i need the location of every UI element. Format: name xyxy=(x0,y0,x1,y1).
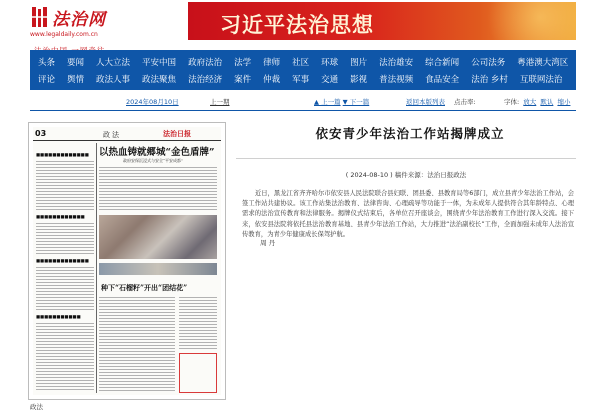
paper-left-headline: ■■■■■■■■■■■■■ xyxy=(36,153,89,158)
nav-item[interactable]: 评论 xyxy=(38,74,56,85)
footer-section-label: 政法 xyxy=(30,403,43,411)
paper-text-block xyxy=(36,161,94,211)
logo-emblem-icon xyxy=(30,5,50,29)
nav-item[interactable]: 法治 乡村 xyxy=(471,74,508,85)
paper-page-number: 03 xyxy=(35,129,47,138)
nav-item[interactable]: 政法人事 xyxy=(96,74,131,85)
paper-text-block xyxy=(99,167,217,211)
nav-item[interactable]: 公司法务 xyxy=(471,57,506,68)
next-article-link[interactable]: ▼ 下一篇 xyxy=(342,98,370,106)
issue-date-link[interactable]: 2024年08月10日 xyxy=(126,98,179,106)
article-nav xyxy=(314,97,369,106)
nav-item[interactable]: 粤港澳大湾区 xyxy=(517,57,569,68)
article-body: 近日，黑龙江省齐齐哈尔市依安县人民法院联合县妇联、团县委、县教育局等6部门，成立县青少年法治工作站，会签工作站共建协议。该工作站集法治教育、法律咨询、心理疏导等功能于一体，为未成年人提供符合其年龄特点、心理需求的法治宣传教育和法律服务。揭牌仪式结束后，各单位召开座谈会，围绕青少年法治教育工作进行深入交流。接下来，依安县法院将依托县法治教育基地、县青少年法治工作站，大力推进“法治副校长”工作，全面加强未成年人法治宣传教育，为青少年健康成长保驾护航。 xyxy=(242,190,574,238)
nav-item[interactable]: 平安中国 xyxy=(142,57,177,68)
paper-news-photo xyxy=(99,263,217,275)
font-enlarge-link[interactable]: 放大 xyxy=(523,98,537,106)
main-nav xyxy=(30,50,576,90)
nav-item[interactable]: 影视 xyxy=(350,74,368,85)
article-author: 周 丹 xyxy=(260,239,276,247)
banner-decoration xyxy=(456,2,576,40)
nav-row-1 xyxy=(38,53,570,70)
banner-slogan: 习近平法治思想 xyxy=(220,12,374,37)
site-url: www.legaldaily.com.cn xyxy=(30,31,98,38)
nav-item[interactable]: 案件 xyxy=(234,74,252,85)
nav-item[interactable]: 法治经济 xyxy=(188,74,223,85)
paper-column-rule xyxy=(96,143,97,393)
paper-left-headline: ■■■■■■■■■■■ xyxy=(36,315,81,320)
nav-item[interactable]: 普法视频 xyxy=(379,74,414,85)
nav-item[interactable]: 食品安全 xyxy=(425,74,460,85)
nav-item[interactable]: 军事 xyxy=(292,74,310,85)
paper-left-headline: ■■■■■■■■■■■■ xyxy=(36,215,85,220)
nav-item[interactable]: 社区 xyxy=(292,57,310,68)
nav-item[interactable]: 法学 xyxy=(234,57,252,68)
font-size-label: 字体: xyxy=(504,98,520,106)
top-banner[interactable] xyxy=(188,2,576,40)
paper-main-headline: 以热血铸就郷城“金色盾牌” xyxy=(99,147,215,158)
site-header xyxy=(0,0,600,50)
nav-item[interactable]: 仲裁 xyxy=(263,74,281,85)
issue-toolbar xyxy=(30,95,576,109)
site-logo[interactable] xyxy=(30,5,106,41)
article-title: 依安青少年法治工作站揭牌成立 xyxy=(315,126,505,141)
paper-news-photo xyxy=(99,215,217,259)
paper-text-block xyxy=(179,297,217,349)
nav-item[interactable]: 政法聚焦 xyxy=(142,74,177,85)
nav-row-2 xyxy=(38,70,570,87)
paper-masthead xyxy=(33,129,221,141)
paper-text-block xyxy=(36,223,94,255)
font-size-controls xyxy=(502,97,570,106)
article-meta: ( 2024-08-10 ) 稿件来源：法治日报政法 xyxy=(345,171,467,179)
nav-item[interactable]: 综合新闻 xyxy=(425,57,460,68)
nav-item[interactable]: 环球 xyxy=(321,57,339,68)
back-to-list-link[interactable]: 返回本版列表 xyxy=(406,98,445,106)
nav-item[interactable]: 图片 xyxy=(350,57,368,68)
nav-item[interactable]: 政府法治 xyxy=(188,57,223,68)
hits-label: 点击率: xyxy=(454,98,476,106)
font-shrink-link[interactable]: 缩小 xyxy=(557,98,571,106)
nav-item[interactable]: 律师 xyxy=(263,57,281,68)
paper-article-highlight[interactable] xyxy=(179,353,217,393)
paper-text-block xyxy=(36,267,94,311)
paper-sub-headline: 政府安保沉浸式与安全“平安成都” xyxy=(123,158,184,163)
paper-left-headline: ■■■■■■■■■■■■■ xyxy=(36,259,89,264)
previous-article-link[interactable]: ▲ 上一篇 xyxy=(314,98,341,106)
paper-bottom-headline: 种下“石榴籽”开出“团结花” xyxy=(101,283,188,292)
nav-item[interactable]: 舆情 xyxy=(67,74,85,85)
font-default-link[interactable]: 默认 xyxy=(540,98,554,106)
previous-issue-link[interactable]: 上一期 xyxy=(210,98,230,106)
paper-text-block xyxy=(36,323,94,391)
paper-text-block xyxy=(99,297,175,391)
newspaper-page-image xyxy=(33,127,221,395)
article-title-divider xyxy=(236,158,576,159)
site-name: 法治网 xyxy=(52,10,106,30)
paper-name: 法治日报 xyxy=(163,129,191,138)
nav-item[interactable]: 头条 xyxy=(38,57,56,68)
toolbar-divider xyxy=(30,110,576,111)
nav-item[interactable]: 法治雄安 xyxy=(379,57,414,68)
nav-item[interactable]: 交通 xyxy=(321,74,339,85)
nav-item[interactable]: 要闻 xyxy=(67,57,85,68)
paper-section: 政法 xyxy=(103,131,121,139)
newspaper-page-thumbnail[interactable] xyxy=(28,122,226,400)
nav-item[interactable]: 互联网法治 xyxy=(519,74,563,85)
nav-item[interactable]: 人大立法 xyxy=(96,57,131,68)
